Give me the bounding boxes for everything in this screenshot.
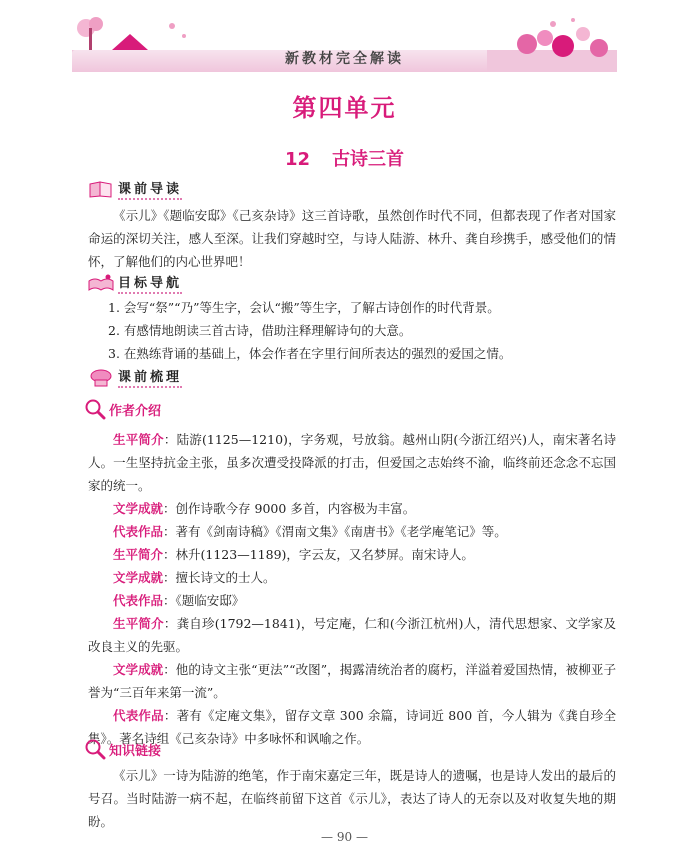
author-entry (88, 704, 616, 750)
magnifier-icon (84, 738, 106, 760)
author-entry (88, 543, 616, 566)
section-label: 目标导航 (118, 272, 182, 294)
lesson-name: 古诗三首 (332, 149, 405, 170)
entry-key: 代表作品 (113, 524, 164, 539)
page-number: — 90 — (321, 830, 368, 844)
section-preview-guide (88, 178, 182, 200)
entry-value: ：著有《剑南诗稿》《渭南文集》《南唐书》《老学庵笔记》等。 (163, 524, 507, 539)
goal-item: 2. 有感情地朗读三首古诗，借助注释理解诗句的大意。 (108, 323, 412, 338)
subsection-label: 知识链接 (109, 743, 162, 759)
entry-value: ：擅长诗文的士人。 (163, 570, 276, 585)
entry-key: 代表作品 (113, 708, 164, 723)
goal-item: 1. 会写“祭”“乃”等生字，会认“搬”等生字，了解古诗创作的时代背景。 (108, 300, 500, 315)
open-book-icon (88, 273, 114, 293)
entry-key: 生平简介 (113, 432, 164, 447)
section-label: 课前导读 (118, 178, 182, 200)
entry-value: ：著有《定庵文集》，留存文章 300 余篇，诗词近 800 首，今人辑为《龚自珍全集》。著名诗组《己亥杂诗》中多咏怀和讽喻之作。 (88, 708, 616, 746)
lesson-title (0, 145, 689, 171)
goals-list (108, 296, 616, 365)
goal-item: 3. 在熟练背诵的基础上，体会作者在字里行间所表达的强烈的爱国之情。 (108, 346, 512, 361)
entry-value: ：林升(1123—1189)，字云友，又名梦屏。南宋诗人。 (163, 547, 474, 562)
entry-key: 代表作品 (113, 593, 164, 608)
author-entry (88, 612, 616, 658)
author-entry (88, 566, 616, 589)
author-entry (88, 658, 616, 704)
entry-value: ：他的诗文主张“更法”“改图”，揭露清统治者的腐朽，洋溢着爱国热情，被柳亚子誉为“三百年来第一流”。 (88, 662, 616, 700)
entry-value: ：龚自珍(1792—1841)，号定庵，仁和(今浙江杭州)人，清代思想家、文学家及改良主义的先驱。 (88, 616, 616, 654)
preview-guide-text: 《示儿》《题临安邸》《己亥杂诗》这三首诗歌，虽然创作时代不同，但都表现了作者对国家命运的深切关注，感人至深。让我们穿越时空，与诗人陆游、林升、龚自珍携手，感受他们的情怀，了解他们的内心世界吧！ (88, 208, 616, 269)
magnifier-icon (84, 398, 106, 420)
lesson-number: 12 (284, 149, 311, 170)
section-goals (88, 272, 182, 294)
flower-pot-icon (88, 367, 114, 387)
section-review (88, 366, 182, 388)
entry-key: 生平简介 (113, 616, 164, 631)
section-label: 课前梳理 (118, 366, 182, 388)
author-entry (88, 589, 616, 612)
author-entry (88, 428, 616, 497)
flower-decoration-icon (487, 14, 617, 76)
entry-key: 文学成就 (113, 501, 164, 516)
author-entry (88, 520, 616, 543)
knowledge-link-text: 《示儿》一诗为陆游的绝笔，作于南宋嘉定三年，既是诗人的遗嘱，也是诗人发出的最后的号召。当时陆游一病不起，在临终前留下这首《示儿》，表达了诗人的无奈以及对收复失地的期盼。 (88, 768, 616, 829)
entry-value: ：《题临安邸》 (163, 593, 245, 608)
entry-key: 文学成就 (113, 662, 164, 677)
entry-value: ：创作诗歌今存 9000 多首，内容极为丰富。 (163, 501, 416, 516)
entry-value: ：陆游(1125—1210)，字务观，号放翁。越州山阴(今浙江绍兴)人，南宋著名诗人。一生坚持抗金主张，虽多次遭受投降派的打击，但爱国之志始终不渝，临终前还念念不忘国家的统一。 (88, 432, 616, 493)
page-header (72, 14, 617, 76)
book-icon (88, 179, 114, 199)
entry-key: 文学成就 (113, 570, 164, 585)
entry-key: 生平简介 (113, 547, 164, 562)
subsection-author-intro (84, 398, 161, 420)
subsection-label: 作者介绍 (109, 403, 162, 419)
author-entry (88, 497, 616, 520)
unit-title: 第四单元 (292, 94, 397, 122)
header-title: 新教材完全解读 (285, 51, 404, 67)
subsection-knowledge-link (84, 738, 161, 760)
